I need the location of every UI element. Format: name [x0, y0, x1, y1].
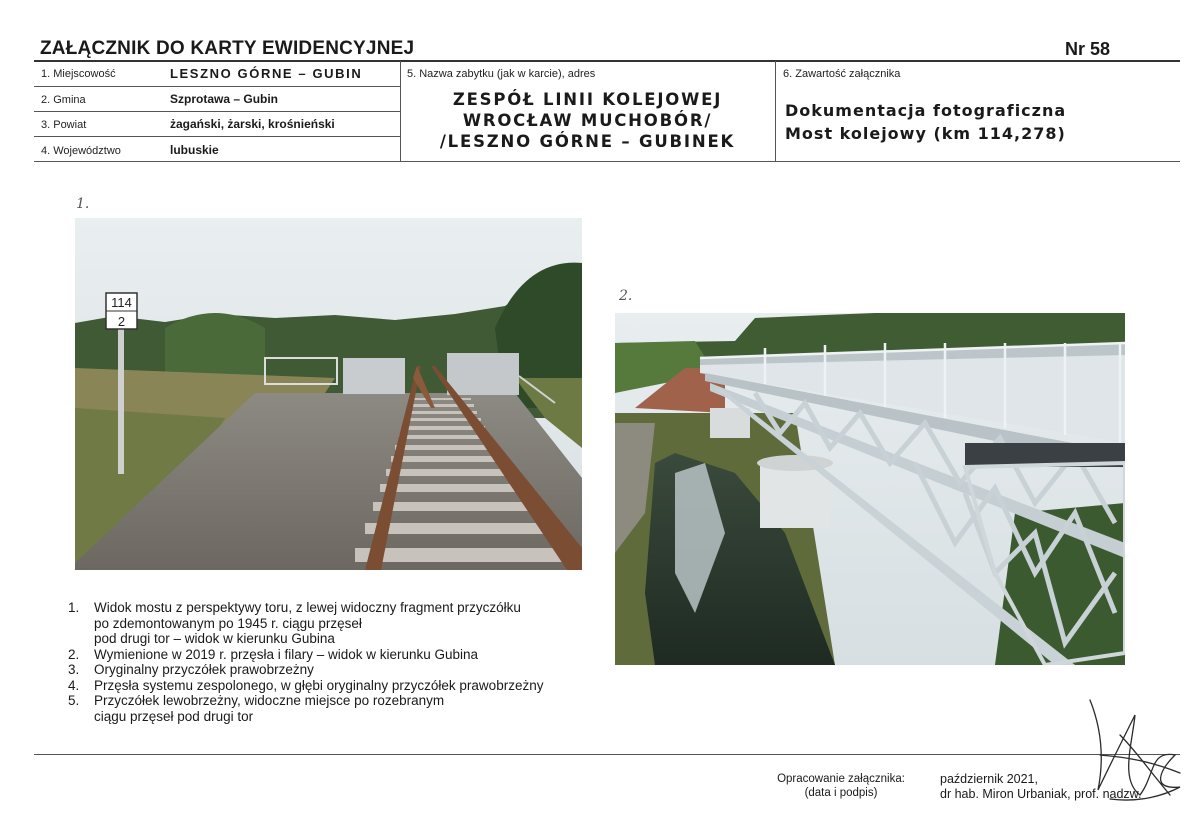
- caption-number: 4.: [68, 677, 80, 693]
- caption-item: [68, 647, 543, 663]
- monument-name: [400, 89, 775, 152]
- caption-text: po zdemontowanym po 1945 r. ciągu przęseł: [94, 615, 362, 631]
- row-divider: [34, 136, 400, 137]
- field-value-wojewodztwo: lubuskie: [170, 143, 219, 157]
- photo-track-view-image: [75, 218, 582, 570]
- field-label-powiat: 3. Powiat: [41, 119, 87, 131]
- footer-divider: [34, 754, 1180, 755]
- monument-name-line: WROCŁAW MUCHOBÓR/: [462, 111, 713, 130]
- km-sign-bottom: 2: [117, 314, 126, 329]
- photo-number-mark: 2.: [619, 288, 633, 304]
- footer-author: dr hab. Miron Urbaniak, prof. nadzw.: [940, 787, 1142, 801]
- field-value-powiat: żagański, żarski, krośnieński: [170, 117, 335, 131]
- photo-bridge-side-view: [615, 313, 1125, 665]
- footer-label-line: Opracowanie załącznika:: [777, 773, 905, 785]
- caption-number: 3.: [68, 662, 80, 677]
- handwritten-signature: [1080, 695, 1190, 810]
- footer-label-line: (data i podpis): [804, 787, 878, 799]
- row-divider: [34, 111, 400, 112]
- caption-item: [68, 662, 543, 678]
- photo-bridge-side-view-image: [615, 313, 1125, 665]
- footer-label: [762, 772, 920, 800]
- caption-text: Oryginalny przyczółek prawobrzeżny: [94, 662, 314, 677]
- attachment-content-line: Dokumentacja fotograficzna: [785, 101, 1067, 120]
- caption-text: ciągu przęseł pod drugi tor: [94, 708, 254, 724]
- attachment-content: [785, 99, 1066, 145]
- monument-name-line: /LESZNO GÓRNE – GUBINEK: [439, 132, 736, 151]
- caption-text: Przyczółek lewobrzeżny, widoczne miejsce po rozebranym: [94, 693, 445, 708]
- field-label-zawartosc: 6. Zawartość załącznika: [783, 68, 901, 80]
- caption-number: 2.: [68, 646, 80, 662]
- monument-name-line: ZESPÓŁ LINII KOLEJOWEJ: [452, 90, 723, 109]
- caption-text: Wymienione w 2019 r. przęsła i filary – widok w kierunku Gubina: [94, 646, 479, 662]
- photo-number-mark: 1.: [76, 196, 90, 212]
- table-top-border: [34, 60, 1180, 62]
- caption-list: [68, 600, 543, 724]
- field-label-gmina: 2. Gmina: [41, 94, 86, 106]
- row-divider: [34, 86, 400, 87]
- attachment-content-line: Most kolejowy (km 114,278): [785, 124, 1066, 143]
- caption-item: [68, 693, 543, 724]
- footer-date: październik 2021,: [940, 772, 1038, 786]
- caption-text: pod drugi tor – widok w kierunku Gubina: [94, 631, 335, 646]
- km-sign-top: 114: [111, 295, 132, 310]
- document-number: Nr 58: [1064, 39, 1110, 59]
- col-divider: [775, 61, 776, 162]
- caption-text: Widok mostu z perspektywy toru, z lewej widoczny fragment przyczółku: [94, 600, 521, 615]
- field-label-wojewodztwo: 4. Województwo: [41, 145, 121, 157]
- caption-item: [68, 678, 543, 694]
- field-label-miejscowosc: 1. Miejscowość: [41, 68, 116, 80]
- table-bottom-border: [34, 161, 1180, 162]
- caption-number: 1.: [68, 600, 80, 615]
- document-title: ZAŁĄCZNIK DO KARTY EWIDENCYJNEJ: [40, 38, 415, 59]
- field-value-miejscowosc: LESZNO GÓRNE – GUBIN: [170, 66, 363, 81]
- caption-number: 5.: [68, 693, 80, 708]
- caption-text: Przęsła systemu zespolonego, w głębi oryginalny przyczółek prawobrzeżny: [94, 677, 544, 693]
- photo-track-view: [75, 218, 582, 570]
- field-label-nazwa-zabytku: 5. Nazwa zabytku (jak w karcie), adres: [407, 68, 596, 80]
- caption-item: [68, 600, 543, 647]
- field-value-gmina: Szprotawa – Gubin: [170, 92, 279, 106]
